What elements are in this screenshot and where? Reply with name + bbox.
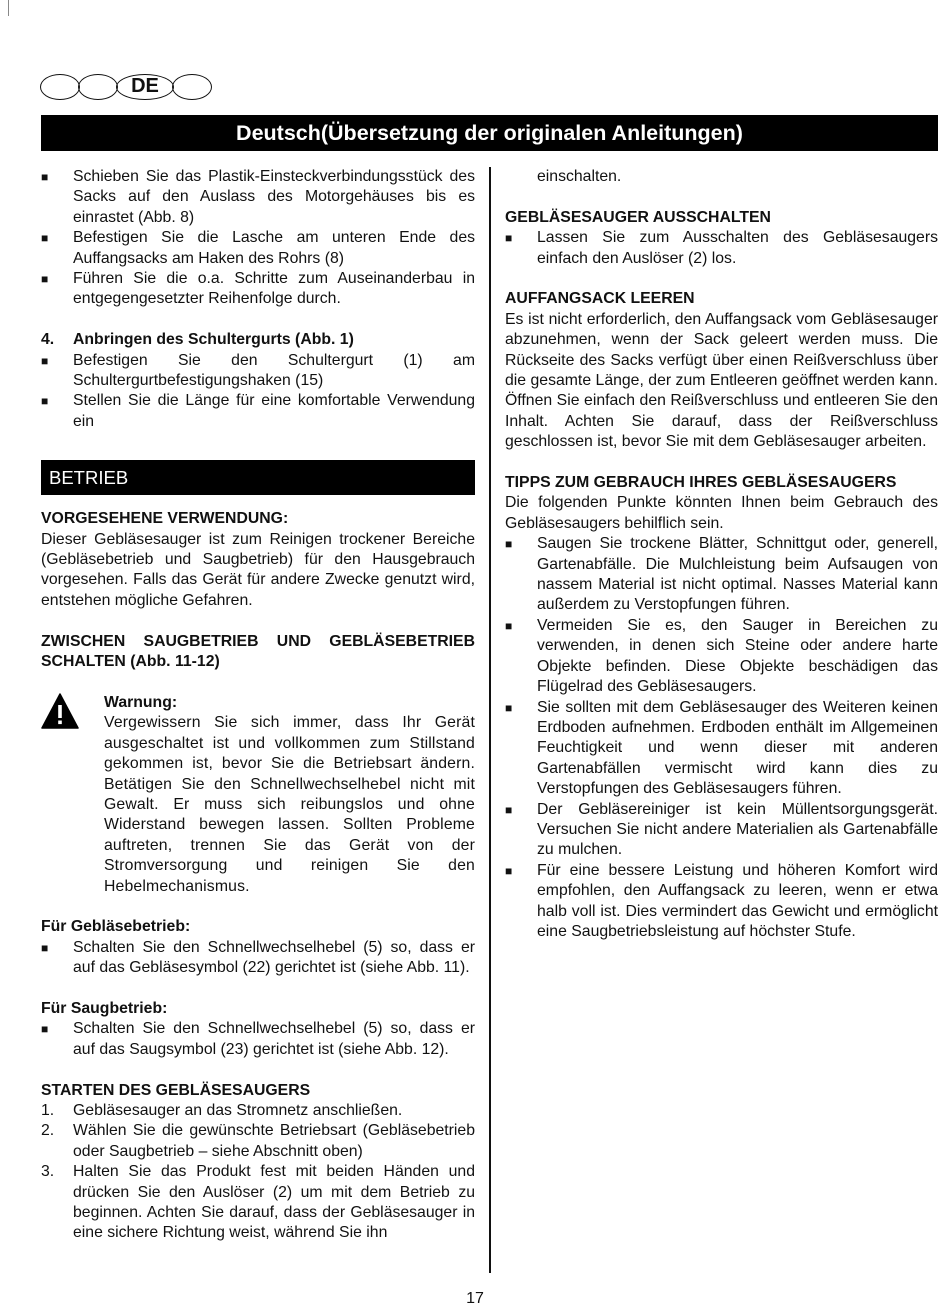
square-bullet-icon: ■ — [41, 272, 49, 287]
square-bullet-icon: ■ — [41, 231, 49, 246]
square-bullet-icon: ■ — [41, 353, 49, 368]
list-item: ■ Stellen Sie die Länge für eine komfortable Verwendung ein — [41, 392, 475, 430]
section-heading: Für Gebläsebetrieb: — [41, 918, 191, 936]
language-oval-empty — [172, 74, 212, 100]
square-bullet-icon: ■ — [505, 802, 513, 817]
square-bullet-icon: ■ — [505, 537, 513, 552]
list-item: ■ Der Gebläsereiniger ist kein Müllentsorgungsgerät. Versuchen Sie nicht andere Materialien als Gartenabfälle zu mulchen. — [505, 800, 938, 859]
left-column — [41, 167, 475, 1244]
section-heading: AUFFANGSACK LEEREN — [505, 290, 695, 308]
square-bullet-icon: ■ — [41, 1022, 49, 1037]
edge-mark — [8, 0, 9, 16]
section-heading: VORGESEHENE VERWENDUNG: — [41, 510, 289, 528]
continued-text: einschalten. — [537, 168, 622, 185]
square-bullet-icon: ■ — [41, 170, 49, 184]
numbered-item: 3. Halten Sie das Produkt fest mit beiden Händen und drücken Sie den Auslöser (2) um mit dem Betrieb zu beginnen. Achten Sie darauf, dass der Gebläsesauger in eine sichere Richtung weist, während Sie ihn — [41, 1163, 475, 1242]
list-item: ■ Schalten Sie den Schnellwechselhebel (5) so, dass er auf das Saugsymbol (23) gerichtet ist (siehe Abb. 12). — [41, 1020, 475, 1058]
list-item: ■ Für eine bessere Leistung und höheren Komfort wird empfohlen, den Auffangsack zu leeren, wenn er etwa halb voll ist. Dies vermindert das Gewicht und ermöglicht eine Saugbetriebsleistung auf höchster Stufe. — [505, 861, 938, 940]
page-number: 17 — [466, 1290, 484, 1307]
page-title: Deutsch(Übersetzung der originalen Anleitungen) — [41, 115, 938, 151]
paragraph: Die folgenden Punkte könnten Ihnen beim Gebrauch des Gebläsesaugers behilflich sein. — [505, 494, 938, 532]
list-item: ■ Befestigen Sie die Lasche am unteren Ende des Auffangsacks am Haken des Rohrs (8) — [41, 229, 475, 267]
square-bullet-icon: ■ — [505, 231, 513, 246]
section-heading: Für Saugbetrieb: — [41, 999, 168, 1017]
section-heading: STARTEN DES GEBLÄSESAUGERS — [41, 1081, 311, 1099]
section-heading: GEBLÄSESAUGER AUSSCHALTEN — [505, 208, 771, 226]
warning-box — [41, 693, 475, 897]
list-item: ■ Vermeiden Sie es, den Sauger in Bereichen zu verwenden, in denen sich Steine oder andere harte Objekte befinden. Diese Objekte beschädigen das Flügelrad des Gebläsesaugers. — [505, 616, 938, 696]
numbered-item: 1. Gebläsesauger an das Stromnetz anschließen. — [41, 1101, 403, 1119]
list-item: ■ Schalten Sie den Schnellwechselhebel (5) so, dass er auf das Gebläsesymbol (22) gerichtet ist (siehe Abb. 11). — [41, 938, 475, 977]
right-column — [505, 167, 938, 942]
paragraph: Dieser Gebläsesauger ist zum Reinigen trockener Bereiche (Gebläsebetrieb und Saugbetrieb) für den Hausgebrauch vorgesehen. Falls das Gerät für andere Zwecke genutzt wird, entstehen mögliche Gefahren. — [41, 530, 475, 609]
square-bullet-icon: ■ — [41, 394, 49, 409]
paragraph: Es ist nicht erforderlich, den Auffangsack vom Gebläsesauger abzunehmen, wenn der Sack geleert werden muss. Die Rückseite des Sacks verfügt über einen Reißverschluss über die gesamte Länge, der zum Entleeren geöffnet werden kann. Öffnen Sie einfach den Reißverschluss und entleeren Sie den Inhalt. Achten Sie darauf, dass der Reißverschluss geschlossen ist, bevor Sie mit dem Gebläsesauger arbeiten. — [505, 310, 938, 451]
language-oval-empty — [78, 74, 118, 100]
section-heading: ZWISCHEN SAUGBETRIEB UND GEBLÄSEBETRIEB SCHALTEN (Abb. 11-12) — [41, 632, 475, 671]
language-oval-active: DE — [116, 74, 174, 100]
list-item: ■ Führen Sie die o.a. Schritte zum Auseinanderbau in entgegengesetzter Reihenfolge durch. — [41, 270, 475, 308]
list-item: ■ Sie sollten mit dem Gebläsesauger des Weiteren keinen Erdboden aufnehmen. Erdboden enthält im Allgemeinen Feuchtigkeit und wenn dieser mit anderen Gartenabfällen vermischt wird kann dies zu Verstopfungen des Gebläsesaugers führen. — [505, 698, 938, 798]
numbered-item: 2. Wählen Sie die gewünschte Betriebsart (Gebläsebetrieb oder Saugbetrieb – siehe Abschnitt oben) — [41, 1122, 475, 1160]
list-item: ■ Saugen Sie trockene Blätter, Schnittgut oder, generell, Gartenabfälle. Die Mulchleistung beim Aufsaugen von nassem Material ist nicht optimal. Nasses Material kann außerdem zu Verstopfungen führen. — [505, 535, 938, 614]
column-divider — [489, 167, 491, 1273]
square-bullet-icon: ■ — [505, 863, 513, 878]
warning-icon — [41, 693, 79, 729]
square-bullet-icon: ■ — [505, 700, 513, 715]
list-item: ■ Befestigen Sie den Schultergurt (1) am Schultergurtbefestigungshaken (15) — [41, 351, 475, 390]
square-bullet-icon: ■ — [505, 618, 513, 633]
list-item: ■ Schieben Sie das Plastik-Einsteckverbindungsstück des Sacks auf den Auslass des Motorgehäuses bis es einrastet (Abb. 8) — [41, 168, 475, 226]
warning-text: Vergewissern Sie sich immer, dass Ihr Gerät ausgeschaltet ist und vollkommen zum Stillstand gekommen ist, bevor Sie die Betriebsart ändern. Betätigen Sie den Schnellwechselhebel nicht mit Gewalt. Er muss sich reibungslos und ohne Widerstand bewegen lassen. Sollten Probleme auftreten, trennen Sie das Gerät von der Stromversorgung und reinigen Sie den Hebelmechanismus. — [104, 714, 475, 895]
section-heading: TIPPS ZUM GEBRAUCH IHRES GEBLÄSESAUGERS — [505, 474, 897, 492]
language-oval-empty — [40, 74, 80, 100]
section-heading: 4. Anbringen des Schultergurts (Abb. 1) — [41, 331, 354, 349]
warning-heading: Warnung: — [104, 693, 178, 711]
section-bar: BETRIEB — [41, 460, 475, 495]
square-bullet-icon: ■ — [41, 940, 49, 955]
list-item: ■ Lassen Sie zum Ausschalten des Gebläsesaugers einfach den Auslöser (2) los. — [505, 229, 938, 267]
